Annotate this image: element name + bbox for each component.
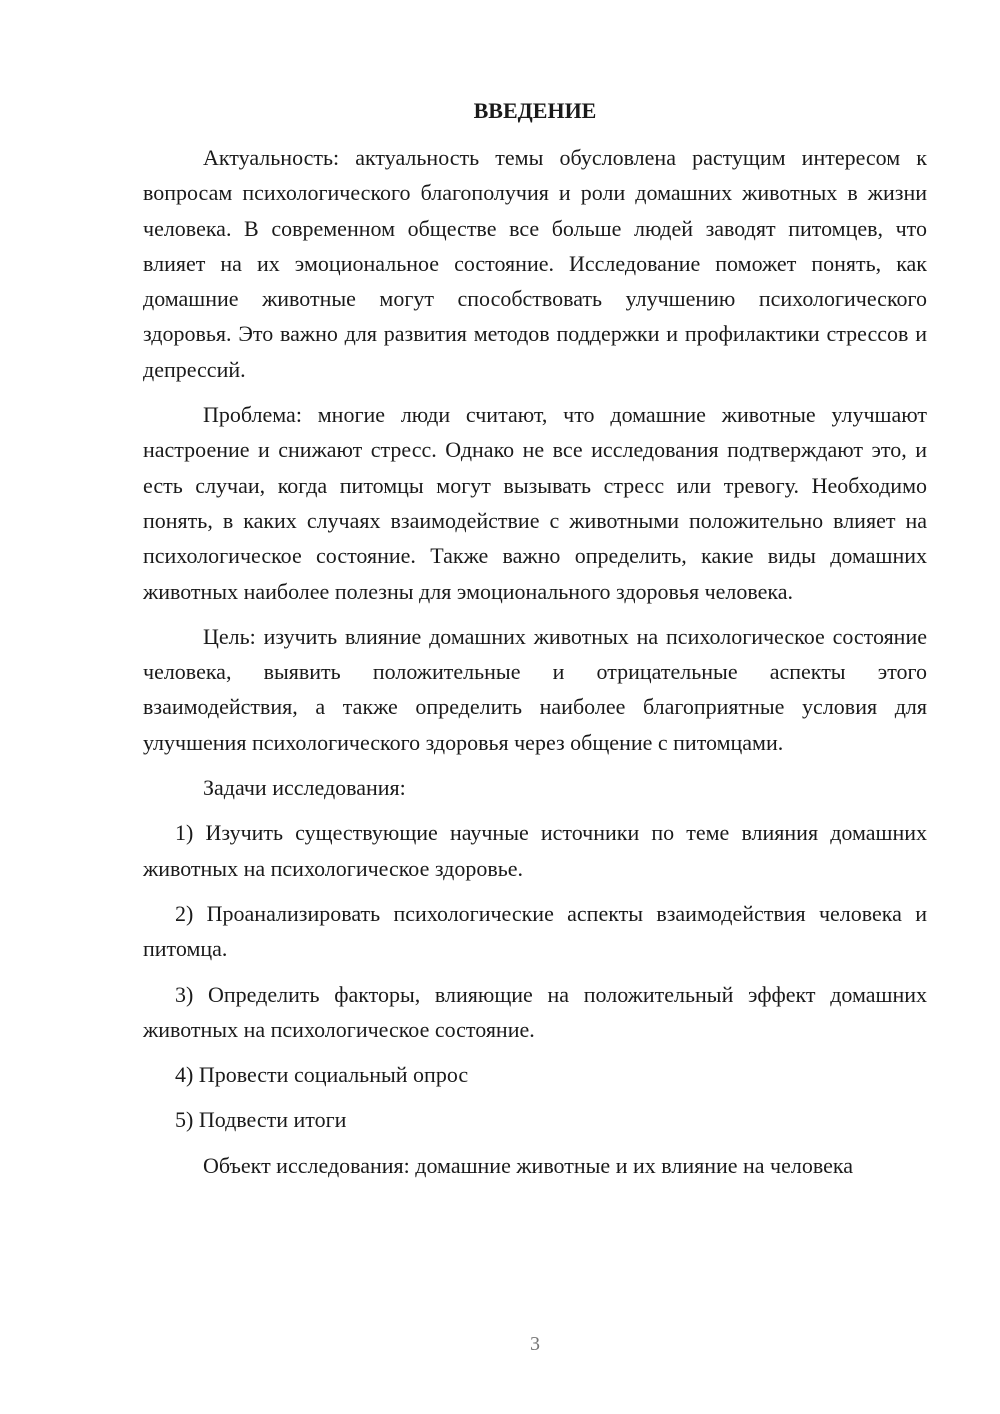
paragraph-problem: Проблема: многие люди считают, что домашние животные улучшают настроение и снижают стресс. Однако не все исследования подтверждают это, и есть случаи, когда питомцы могут вызывать стресс или тревогу. Необходимо понять, в каких случаях взаимодействие с животными положительно влияет на психологическое состояние. Также важно определить, какие виды домашних животных наиболее полезны для эмоционального здоровья человека. <box>143 402 927 604</box>
task-item-3: 3) Определить факторы, влияющие на положительный эффект домашних животных на психологическое состояние. <box>143 981 927 1042</box>
tasks-heading: Задачи исследования: <box>203 775 406 801</box>
task-item-2: 2) Проанализировать психологические аспекты взаимодействия человека и питомца. <box>143 900 927 962</box>
task-item-1: 1) Изучить существующие научные источники по теме влияния домашних животных на психологическое здоровье. <box>143 820 927 881</box>
page-content <box>143 96 927 1193</box>
page-title: ВВЕДЕНИЕ <box>473 98 597 123</box>
paragraph-goal: Цель: изучить влияние домашних животных на психологическое состояние человека, выявить положительные и отрицательные аспекты этого взаимодействия, а также определить наиболее благоприятные условия для улучшения психологического здоровья через общение с питомцами. <box>143 623 927 755</box>
task-item-5: 5) Подвести итоги <box>175 1107 347 1133</box>
page-number: 3 <box>530 1333 540 1355</box>
task-item-4: 4) Провести социальный опрос <box>175 1062 469 1088</box>
paragraph-object: Объект исследования: домашние животные и их влияние на человека <box>203 1152 854 1178</box>
paragraph-relevance: Актуальность: актуальность темы обусловлена растущим интересом к вопросам психологического благополучия и роли домашних животных в жизни человека. В современном обществе все больше людей заводят питомцев, что влияет на их эмоциональное состояние. Исследование поможет понять, как домашние животные могут способствовать улучшению психологического здоровья. Это важно для развития методов поддержки и профилактики стрессов и депрессий. <box>143 145 927 382</box>
